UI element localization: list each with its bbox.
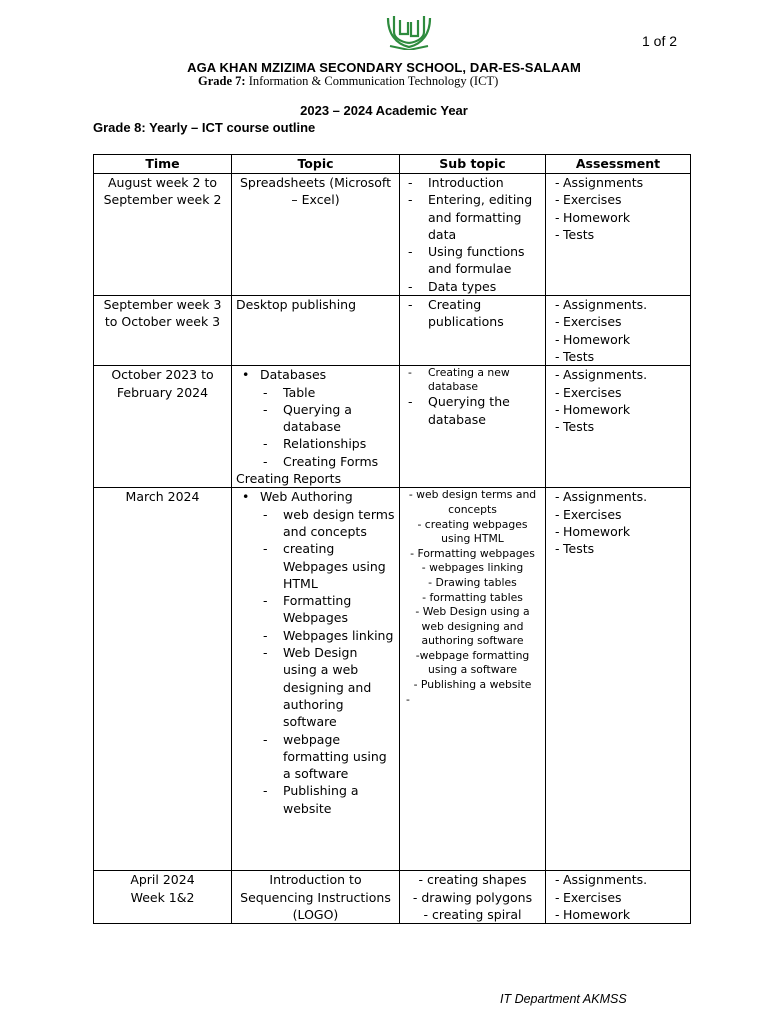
- assessment-cell: [546, 366, 691, 488]
- subtopic-item: - Drawing tables: [428, 575, 517, 589]
- subtopic-item: - webpages linking: [421, 561, 524, 575]
- subtopic-item: -webpage formatting using a software: [415, 648, 530, 677]
- subtopic-item: - Web Design using a web designing and authoring software: [415, 605, 530, 648]
- grade-label: Grade 7:: [198, 74, 246, 88]
- assessment-cell: [546, 174, 691, 296]
- topic-item: - Relationships: [236, 435, 395, 452]
- subtopic-item: - Formatting webpages: [410, 546, 535, 560]
- assessment-item: - Exercises: [550, 889, 686, 906]
- assessment-item: - Homework: [550, 401, 686, 418]
- time-cell: [94, 488, 232, 871]
- time-line: February 2024: [116, 384, 209, 400]
- assessment-item: - Homework: [550, 331, 686, 348]
- assessment-item: - Assignments.: [550, 366, 686, 383]
- table-row: [94, 871, 691, 924]
- topic-main: • Web Authoring: [236, 488, 395, 505]
- assessment-cell: [546, 871, 691, 924]
- assessment-item: - Exercises: [550, 384, 686, 401]
- table-row: [94, 296, 691, 366]
- footer-department: IT Department AKMSS: [500, 992, 627, 1006]
- column-header-topic: Topic: [232, 155, 400, 174]
- course-outline-table: [93, 154, 691, 924]
- column-header-subtopic: Sub topic: [400, 155, 546, 174]
- assessment-item: - Assignments.: [550, 488, 686, 505]
- topic-item: - webpage formatting using a software: [236, 731, 395, 783]
- topic-cell: [232, 296, 400, 366]
- assessment-item: - Homework: [550, 523, 686, 540]
- subtopic-item: - creating webpages using HTML: [417, 517, 528, 546]
- subtopic-item: - Querying the database: [404, 393, 541, 428]
- topic-cell: [232, 366, 400, 488]
- subtopic-item: - Data types: [404, 278, 541, 295]
- subtopic-item: - Creating a new database: [404, 366, 541, 393]
- time-cell: [94, 871, 232, 924]
- time-line: March 2024: [125, 489, 200, 505]
- assessment-item: - Exercises: [550, 191, 686, 208]
- topic-item: - Web Design using a web designing and authoring software: [236, 644, 395, 730]
- assessment-item: - Homework: [550, 209, 686, 226]
- subtopic-item: - Entering, editing and formatting data: [404, 191, 541, 243]
- grade-line: [198, 74, 498, 89]
- topic-text: Introduction to Sequencing Instructions (LOGO): [240, 872, 391, 922]
- subtopic-cell: [400, 174, 546, 296]
- subtopic-item: - web design terms and concepts: [408, 488, 537, 516]
- assessment-item: - Homework: [550, 906, 686, 923]
- topic-item: - Formatting Webpages: [236, 592, 395, 627]
- outline-title: Grade 8: Yearly – ICT course outline: [93, 120, 316, 135]
- subtopic-cell: [400, 296, 546, 366]
- topic-cell: [232, 174, 400, 296]
- column-header-time: Time: [94, 155, 232, 174]
- time-line: August week 2 to: [107, 175, 217, 190]
- assessment-item: - Tests: [550, 540, 686, 557]
- subtopic-trailing: -: [406, 692, 410, 706]
- assessment-item: - Assignments.: [550, 871, 686, 888]
- subtopic-cell: [400, 488, 546, 871]
- topic-item: - web design terms and concepts: [236, 506, 395, 541]
- time-line: September week 3: [103, 297, 222, 313]
- subtopic-item: - formatting tables: [422, 590, 523, 604]
- academic-year: 2023 – 2024 Academic Year: [300, 103, 468, 118]
- time-cell: [94, 174, 232, 296]
- topic-main: • Databases: [236, 366, 395, 383]
- topic-text: Desktop publishing: [236, 297, 357, 313]
- table-header-row: [94, 155, 691, 174]
- assessment-cell: [546, 488, 691, 871]
- subtopic-item: - creating spiral: [423, 906, 522, 922]
- grade-subject: Information & Communication Technology (ICT): [245, 74, 499, 88]
- topic-text: Spreadsheets (Microsoft – Excel): [240, 175, 391, 208]
- subtopic-item: - Introduction: [404, 174, 541, 191]
- table-row: [94, 488, 691, 871]
- column-header-assessment: Assessment: [546, 155, 691, 174]
- table-row: [94, 174, 691, 296]
- time-cell: [94, 366, 232, 488]
- time-cell: [94, 296, 232, 366]
- time-line: to October week 3: [104, 314, 221, 330]
- assessment-item: - Exercises: [550, 313, 686, 330]
- topic-item: - Querying a database: [236, 401, 395, 436]
- assessment-item: - Assignments: [550, 174, 686, 191]
- school-logo-icon: [384, 12, 434, 50]
- topic-item: - creating Webpages using HTML: [236, 540, 395, 592]
- assessment-item: - Tests: [550, 226, 686, 243]
- subtopic-cell: [400, 366, 546, 488]
- topic-trailing: Creating Reports: [236, 471, 342, 487]
- assessment-item: - Tests: [550, 348, 686, 365]
- topic-item: - Creating Forms: [236, 453, 395, 470]
- topic-cell: [232, 488, 400, 871]
- subtopic-item: - Using functions and formulae: [404, 243, 541, 278]
- time-line: September week 2: [103, 192, 222, 208]
- topic-item: - Publishing a website: [236, 782, 395, 817]
- page-number: 1 of 2: [642, 33, 678, 49]
- time-line: April 2024: [130, 872, 195, 888]
- topic-cell: [232, 871, 400, 924]
- topic-item: - Webpages linking: [236, 627, 395, 644]
- school-name: AGA KHAN MZIZIMA SECONDARY SCHOOL, DAR-ES-SALAAM: [187, 60, 581, 75]
- assessment-item: - Exercises: [550, 506, 686, 523]
- time-line: Week 1&2: [130, 889, 195, 905]
- topic-item: - Table: [236, 384, 395, 401]
- subtopic-item: - Creating publications: [404, 296, 541, 331]
- subtopic-item: - Publishing a website: [413, 678, 532, 692]
- subtopic-cell: [400, 871, 546, 924]
- assessment-item: - Tests: [550, 418, 686, 435]
- assessment-item: - Assignments.: [550, 296, 686, 313]
- table-row: [94, 366, 691, 488]
- time-line: October 2023 to: [111, 367, 214, 383]
- subtopic-item: - creating shapes: [418, 872, 527, 888]
- assessment-cell: [546, 296, 691, 366]
- subtopic-item: - drawing polygons: [412, 889, 533, 905]
